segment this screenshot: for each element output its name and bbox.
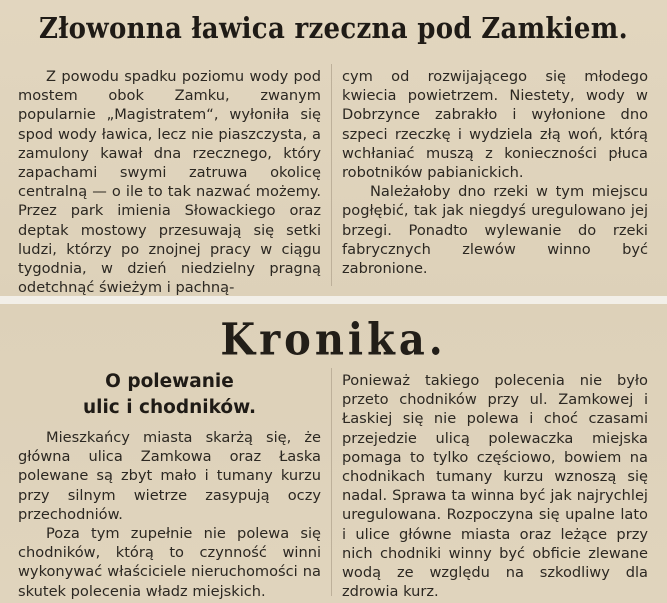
article1-left-paragraph-1: Z powodu spadku poziomu wody pod mostem obok Zamku, zwanym popularnie „Magistratem“, wyłoniła się spod wody ławica, lecz nie piaszczysta, a zamulony kawał dna rzecznego, który zapachami swymi zatruwa okolicę centralną — o ile to tak nazwać możemy. Przez park imienia Słowackiego oraz deptak mostowy przesuwają się setki ludzi, którzy po znojnej pracy w ciągu tygodnia, w dzień niedzielny pragną odetchnąć świeżym i pachną- bbox=[18, 68, 321, 297]
article2-subheading-line-1: O polewanie bbox=[105, 371, 234, 392]
article-stinking-sandbank bbox=[0, 0, 667, 296]
article2-left-column bbox=[18, 428, 321, 601]
article2-column-rule bbox=[331, 368, 332, 596]
article2-subheading-line-2: ulic i chodników. bbox=[82, 397, 257, 418]
article1-left-column bbox=[18, 67, 321, 297]
article2-right-paragraph-1: Ponieważ takiego polecenia nie było przeto chodników przy ul. Zamkowej i Łaskiej się nie polewa i choć czasami przejedzie ulicą polewaczka miejska pomaga to tylko częściowo, bowiem na chodnikach tumany kurzu wznoszą się nadal. Sprawa ta winna być jak najrychlej uregulowana. Rozpoczyna się upalne lato i ulice główne miasta oraz leżące przy nich chodniki winny być obficie zlewane wodą ze względu na szkodliwy dla zdrowia kurz. bbox=[342, 372, 648, 601]
article-chronicle bbox=[0, 304, 667, 603]
article2-left-paragraph-1: Mieszkańcy miasta skarżą się, że główna ulica Zamkowa oraz Łaska polewane są zbyt mało i tumany kurzu przy silnym wietrze zasypują oczy przechodniów. bbox=[18, 429, 321, 523]
section-divider bbox=[0, 296, 667, 304]
article1-column-rule bbox=[331, 64, 332, 286]
article2-subheading bbox=[18, 369, 321, 421]
article1-right-paragraph-1: cym od rozwijającego się młodego kwiecia powietrzem. Niestety, wody w Dobrzynce zabrakło i wyłonione dno szpeci rzeczkę i wydziela złą woń, którą wchłaniać muszą z konieczności płuca robotników pabianickich. bbox=[342, 68, 648, 182]
section-title-kronika: Kronika. bbox=[220, 313, 447, 366]
article1-right-paragraph-2: Należałoby dno rzeki w tym miejscu pogłębić, tak jak niegdyś uregulowano jej brzegi. Ponadto wylewanie do rzeki fabrycznych zlewów winno być zabronione. bbox=[342, 183, 648, 278]
article2-right-column bbox=[342, 371, 648, 601]
article1-headline: Złowonna ławica rzeczna pod Zamkiem. bbox=[39, 12, 628, 46]
article2-left-paragraph-2: Poza tym zupełnie nie polewa się chodników, którą to czynność winni wykonywać właściciele nieruchomości na skutek polecenia władz miejskich. bbox=[18, 525, 321, 600]
article1-right-column bbox=[342, 67, 648, 278]
